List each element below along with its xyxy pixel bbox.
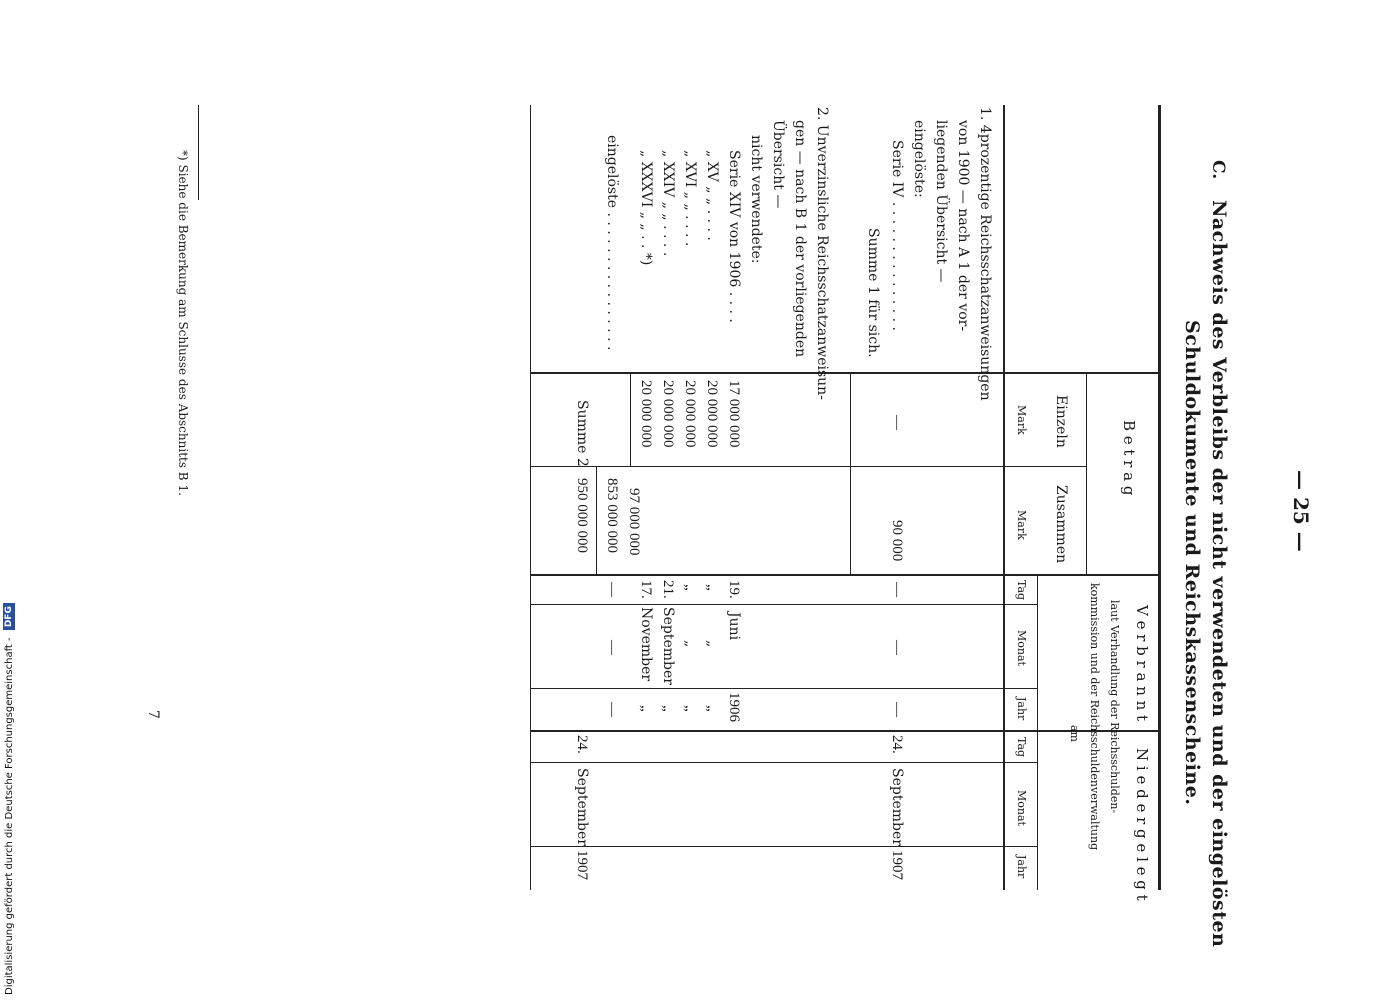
dfg-note: [3, 603, 15, 995]
section2-row-monat: November: [638, 607, 654, 682]
title-prefix: C.: [1208, 160, 1228, 180]
header-v-jahr: Jahr: [1015, 697, 1028, 721]
section2-row-einzeln: 20 000 000: [682, 380, 698, 448]
section2-line-3: Übersicht —: [770, 120, 786, 209]
col-sep-label: [531, 372, 1161, 374]
section2-summe: Summe 2: [574, 400, 590, 467]
dfg-logo: DFG: [3, 603, 15, 630]
table-bottom-rule: [530, 105, 531, 890]
section1-n-tag: 24.: [889, 735, 905, 754]
section2-row-einzeln: 17 000 000: [726, 380, 742, 448]
header-niedergelegt: N i e d e r g e l e g t: [1133, 748, 1151, 901]
verbrannt-sub-rule: [1037, 574, 1038, 890]
section2-row-label: „ XV „ „ . . . .: [704, 150, 720, 241]
section1-n-monat: September: [889, 768, 905, 846]
col-sep-einzeln: [531, 466, 1087, 467]
signature-mark: 7: [145, 710, 161, 719]
col-sep-n-monat: [531, 846, 1038, 847]
section2-n-monat: September: [574, 768, 590, 846]
header-verbrannt-sub-3: am: [1068, 725, 1081, 742]
section2-row-jahr: „: [660, 705, 676, 712]
section2-row-jahr: 1906: [726, 692, 742, 722]
section2-row-tag: 17.: [638, 580, 654, 599]
section2-row-label: „ XXXVI „ „ . . *): [638, 150, 654, 266]
section2-zusammen-sub: 97 000 000: [626, 488, 642, 556]
header-zusammen: Zusammen: [1053, 485, 1069, 564]
header-verbrannt: V e r b r a n n t: [1133, 605, 1151, 722]
section2-row-monat: „: [704, 640, 720, 648]
section2-summe-value: 950 000 000: [574, 478, 590, 553]
footnote-rule: [198, 105, 199, 200]
section1-serie: Serie IV . . . . . . . . . . . . . . .: [889, 140, 905, 331]
section1-v-jahr: —: [889, 702, 905, 717]
col-sep-zusammen: [531, 574, 1161, 576]
section1-line-3: liegenden Übersicht —: [933, 120, 949, 283]
section2-eingeloeste-value: 853 000 000: [604, 478, 620, 553]
col-sep-verbrannt: [531, 730, 1161, 732]
footnote: *) Siehe die Bemerkung am Schlusse des Abschnitts B 1.: [176, 150, 190, 496]
header-v-monat: Monat: [1015, 630, 1028, 666]
section2-row-tag: 21.: [660, 580, 676, 599]
header-verbrannt-sub-2: kommission und der Reichsschuldenverwaltung: [1088, 583, 1101, 851]
header-n-jahr: Jahr: [1015, 855, 1028, 879]
section1-n-jahr: 1907: [889, 850, 905, 880]
section1-zusammen-rule: [850, 372, 851, 574]
section2-row-einzeln: 20 000 000: [638, 380, 654, 448]
section2-row-label: „ XXIV „ „ . . . .: [660, 150, 676, 257]
section2-row-monat: September: [660, 607, 676, 685]
section2-eingeloeste: eingelöste . . . . . . . . . . . . . . . .: [604, 135, 620, 351]
col-sep-v-tag: [531, 604, 1038, 605]
section2-row-tag: „: [704, 584, 720, 591]
title-line-2: Schuldokumente und Reichskassenscheine.: [1181, 320, 1203, 806]
section2-eingeloeste-v-jahr: —: [604, 702, 620, 717]
header-betrag: B e t r a g: [1120, 420, 1138, 496]
section2-eingeloeste-v-monat: —: [604, 640, 620, 655]
section2-row-label: Serie XIV von 1906 . . . .: [726, 150, 742, 323]
section2-line-2: gen — nach B 1 der vorliegenden: [792, 120, 808, 358]
section1-summe: Summe 1 für sich.: [865, 228, 881, 358]
section2-row-einzeln: 20 000 000: [660, 380, 676, 448]
header-mark-zusammen: Mark: [1015, 510, 1028, 540]
section1-line-4: eingelöste:: [911, 120, 927, 198]
betrag-sub-rule: [1086, 372, 1087, 574]
section1-v-monat: —: [889, 640, 905, 655]
section2-line-1: 2. Unverzinsliche Reichsschatzanweisun-: [814, 107, 830, 400]
section2-einzeln-rule: [630, 372, 631, 466]
header-n-tag: Tag: [1015, 737, 1028, 758]
section2-line-4: nicht verwendete:: [748, 135, 764, 264]
header-v-tag: Tag: [1015, 580, 1028, 601]
header-n-monat: Monat: [1015, 790, 1028, 826]
table-top-rule: [1158, 105, 1161, 890]
section2-row-jahr: „: [704, 705, 720, 712]
section1-zusammen: 90 000: [889, 520, 905, 562]
section2-row-monat: Juni: [726, 612, 742, 641]
section1-line-2: von 1900 — nach A 1 der vor-: [955, 120, 971, 332]
header-einzeln: Einzeln: [1053, 395, 1069, 448]
page-number: — 25 —: [1289, 470, 1313, 552]
section1-line-1: 1. 4prozentige Reichsschatzanweisungen: [977, 107, 993, 401]
section1-v-tag: —: [889, 582, 905, 597]
section2-row-tag: „: [682, 584, 698, 591]
col-sep-v-monat: [531, 688, 1038, 689]
section2-row-jahr: „: [682, 705, 698, 712]
title-line-1: Nachweis des Verbleibs der nicht verwendeten und der eingelösten: [1208, 200, 1230, 948]
section2-row-label: „ XVI „ „ . . . .: [682, 150, 698, 247]
section2-zusammen-rule: [596, 466, 597, 574]
header-bottom-rule: [1003, 105, 1005, 890]
section2-n-jahr: 1907: [574, 850, 590, 880]
col-sep-n-tag: [531, 762, 1038, 763]
header-mark-einzeln: Mark: [1015, 405, 1028, 435]
section2-row-tag: 19.: [726, 580, 742, 599]
header-verbrannt-sub-1: laut Verhandlung der Reichsschulden-: [1108, 600, 1121, 814]
dfg-note-text: Digitalisierung gefördert durch die Deutsche Forschungsgemeinschaft -: [4, 637, 15, 995]
section1-einzeln: —: [889, 415, 905, 430]
section2-row-einzeln: 20 000 000: [704, 380, 720, 448]
section2-n-tag: 24.: [574, 735, 590, 754]
section2-eingeloeste-v-tag: —: [604, 582, 620, 597]
section2-row-jahr: „: [638, 705, 654, 712]
section2-row-monat: „: [682, 640, 698, 648]
